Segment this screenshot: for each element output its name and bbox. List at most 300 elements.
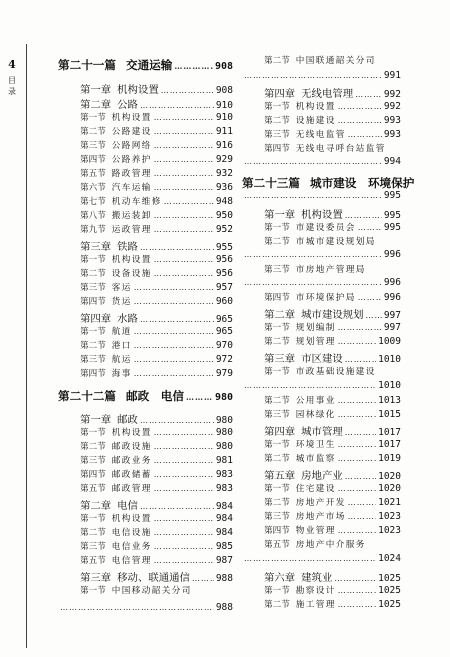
dot-leader <box>358 293 382 302</box>
dot-leader <box>60 603 214 612</box>
dot-leader <box>154 484 214 493</box>
entry-title: 房地产开发 <box>295 498 346 508</box>
entry-number: 第三节 <box>80 542 106 552</box>
section-entry <box>264 482 401 494</box>
entry-title: 水路 <box>117 313 138 325</box>
dot-leader <box>154 514 214 523</box>
entry-title: 园林绿化 <box>295 410 336 420</box>
entry-number: 第四节 <box>264 293 290 303</box>
dot-leader <box>140 101 214 110</box>
entry-page: 952 <box>215 224 233 235</box>
entry-title: 市区建设 <box>301 353 343 365</box>
dot-leader <box>244 381 376 390</box>
chapter-entry <box>264 306 401 321</box>
entry-number: 第一章 <box>264 209 296 221</box>
continued-entry <box>242 156 401 167</box>
section-entry <box>80 325 233 337</box>
dot-leader <box>186 392 213 402</box>
section-entry <box>80 267 233 279</box>
dot-leader <box>338 323 382 332</box>
entry-page: 997 <box>383 310 401 321</box>
entry-page: 996 <box>383 292 401 303</box>
continued-entry <box>242 380 401 391</box>
entry-title: 中国联通韶关分司 <box>295 56 376 66</box>
continued-entry <box>242 70 401 81</box>
entry-page: 957 <box>215 282 233 293</box>
dot-leader <box>154 442 214 451</box>
entry-page: 985 <box>215 541 233 552</box>
entry-page: 950 <box>215 210 233 221</box>
dot-leader <box>154 556 214 565</box>
entry-page: 984 <box>215 513 233 524</box>
dot-leader <box>154 113 214 122</box>
entry-title: 市政基础设施建设 <box>295 367 376 377</box>
section-label: 目录 <box>8 76 16 96</box>
entry-number: 第五节 <box>264 540 290 550</box>
entry-number: 第一节 <box>80 428 106 438</box>
entry-number: 第四章 <box>80 313 112 325</box>
entry-title: 环境卫生 <box>295 440 336 450</box>
entry-number: 第四章 <box>264 426 296 438</box>
dot-leader <box>154 542 214 551</box>
entry-number: 第二十二篇 <box>58 389 116 403</box>
entry-number: 第七节 <box>80 197 106 207</box>
entry-number: 第一节 <box>264 223 290 233</box>
section-entry <box>264 510 401 522</box>
entry-number: 第八节 <box>80 211 106 221</box>
entry-number: 第一节 <box>264 586 290 596</box>
section-entry <box>80 554 233 566</box>
entry-page: 965 <box>215 314 233 325</box>
section-entry <box>80 209 233 221</box>
entry-title: 设备设施 <box>111 269 152 279</box>
section-entry <box>80 482 233 494</box>
entry-number: 第六节 <box>80 183 106 193</box>
entry-title: 运政管理 <box>111 225 152 235</box>
entry-number: 第四章 <box>264 88 296 100</box>
entry-title: 机构设置 <box>117 84 159 96</box>
entry-page: 908 <box>214 61 233 72</box>
dot-leader <box>134 369 214 378</box>
entry-title: 房地产中介服务 <box>295 540 366 550</box>
entry-title: 施工管理 <box>295 600 336 610</box>
dot-leader <box>345 428 376 437</box>
dot-leader <box>334 574 376 583</box>
continued-entry <box>242 190 401 201</box>
part-entry <box>58 388 233 404</box>
entry-page: 981 <box>215 455 233 466</box>
section-entry <box>264 128 401 140</box>
section-entry <box>264 408 401 420</box>
entry-title: 公路网络 <box>111 141 152 151</box>
dot-leader <box>154 169 214 178</box>
section-entry <box>264 335 401 347</box>
dot-leader <box>154 470 214 479</box>
entry-number: 第一节 <box>80 327 106 337</box>
entry-title: 机构设置 <box>111 255 152 265</box>
section-entry <box>80 584 233 596</box>
chapter-entry <box>80 81 233 96</box>
entry-number: 第二节 <box>264 396 290 406</box>
chapter-entry <box>80 310 233 325</box>
dot-leader <box>174 61 213 71</box>
continued-entry <box>242 553 401 564</box>
dot-leader <box>366 311 382 320</box>
entry-page: 955 <box>215 242 233 253</box>
entry-page: 1021 <box>378 497 401 508</box>
section-entry <box>264 524 401 536</box>
entry-title: 无线电寻呼台站监管 <box>295 144 386 154</box>
entry-title: 机构设置 <box>111 514 152 524</box>
entry-page: 916 <box>215 140 233 151</box>
entry-page: 970 <box>215 340 233 351</box>
dot-leader <box>154 155 214 164</box>
continued-entry <box>242 277 401 288</box>
entry-title: 无线电管理 <box>301 88 354 100</box>
entry-number: 第二节 <box>264 337 290 347</box>
entry-number: 第九节 <box>80 225 106 235</box>
entry-number: 第六章 <box>264 572 296 584</box>
chapter-entry <box>264 206 401 221</box>
entry-page: 929 <box>215 154 233 165</box>
entry-page: 987 <box>215 555 233 566</box>
dot-leader <box>154 141 214 150</box>
dot-leader <box>345 355 376 364</box>
section-entry <box>264 452 401 464</box>
dot-leader <box>338 396 376 405</box>
entry-page: 995 <box>383 222 401 233</box>
section-entry <box>264 584 401 596</box>
entry-title: 市建设委员会 <box>295 223 356 233</box>
section-entry <box>80 540 233 552</box>
dot-leader <box>154 127 214 136</box>
entry-page: 1020 <box>378 471 401 482</box>
entry-number: 第二十三篇 <box>242 176 300 190</box>
chapter-entry <box>80 238 233 253</box>
side-tab <box>6 58 18 97</box>
entry-page: 983 <box>215 483 233 494</box>
entry-title: 电信管理 <box>111 556 152 566</box>
entry-number: 第二节 <box>264 600 290 610</box>
entry-number: 第三章 <box>80 572 112 584</box>
dot-leader <box>338 440 376 449</box>
entry-title: 航运 <box>111 355 132 365</box>
chapter-entry <box>80 411 233 426</box>
entry-number: 第三节 <box>264 512 290 522</box>
section-entry <box>264 321 401 333</box>
entry-page: 991 <box>383 70 401 81</box>
entry-page: 1017 <box>378 427 401 438</box>
section-entry <box>264 365 401 377</box>
entry-title: 海事 <box>111 369 132 379</box>
entry-number: 第一节 <box>264 367 290 377</box>
entry-title: 物业管理 <box>295 526 336 536</box>
section-entry <box>80 367 233 379</box>
entry-title: 电信 <box>117 500 138 512</box>
page-number: 4 <box>8 58 16 71</box>
chapter-entry <box>264 85 401 100</box>
dot-leader <box>338 484 376 493</box>
entry-title: 机动车维修 <box>111 197 162 207</box>
entry-page: 994 <box>383 156 401 167</box>
section-entry <box>80 125 233 137</box>
dot-leader <box>244 191 382 200</box>
section-entry <box>264 221 401 233</box>
dot-leader <box>338 116 382 125</box>
entry-number: 第三节 <box>80 456 106 466</box>
entry-page: 1019 <box>378 453 401 464</box>
entry-title: 机构设置 <box>295 102 336 112</box>
entry-page: 972 <box>215 354 233 365</box>
section-entry <box>80 526 233 538</box>
entry-number: 第二章 <box>264 309 296 321</box>
entry-title: 公路建设 <box>111 127 152 137</box>
dot-leader <box>154 528 214 537</box>
chapter-entry <box>264 569 401 584</box>
entry-title: 住宅建设 <box>295 484 336 494</box>
section-entry <box>80 111 233 123</box>
part-entry <box>58 57 233 73</box>
dot-leader <box>338 337 376 346</box>
dot-leader <box>358 223 382 232</box>
entry-number: 第一节 <box>264 323 290 333</box>
entry-page: 984 <box>215 501 233 512</box>
entry-title: 机构设置 <box>111 428 152 438</box>
entry-title: 公路 <box>117 99 138 111</box>
entry-page: 984 <box>215 527 233 538</box>
entry-page: 1023 <box>378 525 401 536</box>
entry-number: 第二节 <box>264 498 290 508</box>
entry-page: 956 <box>215 268 233 279</box>
section-entry <box>80 195 233 207</box>
chapter-entry <box>80 569 233 584</box>
entry-page: 997 <box>383 322 401 333</box>
entry-page: 996 <box>383 277 401 288</box>
dot-leader <box>134 297 214 306</box>
entry-title: 电信设施 <box>111 528 152 538</box>
entry-number: 第一节 <box>80 255 106 265</box>
entry-number: 第四节 <box>264 144 290 154</box>
entry-title: 货运 <box>111 297 132 307</box>
dot-leader <box>348 512 376 521</box>
entry-title: 建筑业 <box>301 572 333 584</box>
dot-leader <box>338 410 376 419</box>
entry-page: 980 <box>215 441 233 452</box>
entry-title: 机构设置 <box>301 209 343 221</box>
section-entry <box>264 496 401 508</box>
entry-title: 航道 <box>111 327 132 337</box>
dot-leader <box>140 416 214 425</box>
entry-title: 邮政 <box>117 414 138 426</box>
chapter-entry <box>264 350 401 365</box>
dot-leader <box>154 269 214 278</box>
dot-leader <box>140 502 214 511</box>
entry-number: 第五章 <box>264 470 296 482</box>
entry-number: 第三节 <box>80 355 106 365</box>
entry-number: 第五节 <box>80 169 106 179</box>
dot-leader <box>154 183 214 192</box>
entry-page: 980 <box>214 392 233 403</box>
entry-title: 港口 <box>111 341 132 351</box>
margin-rule <box>26 44 27 648</box>
section-entry <box>80 440 233 452</box>
entry-number: 第二十一篇 <box>58 58 116 72</box>
entry-number: 第三节 <box>80 141 106 151</box>
section-entry <box>80 139 233 151</box>
entry-number: 第四节 <box>80 369 106 379</box>
section-entry <box>80 512 233 524</box>
entry-number: 第二节 <box>80 127 106 137</box>
entry-number: 第二节 <box>264 116 290 126</box>
entry-number: 第一章 <box>80 84 112 96</box>
entry-number: 第四节 <box>264 526 290 536</box>
dot-leader <box>134 341 214 350</box>
dot-leader <box>244 554 376 563</box>
section-entry <box>80 468 233 480</box>
section-entry <box>80 167 233 179</box>
entry-page: 992 <box>383 101 401 112</box>
section-entry <box>80 339 233 351</box>
entry-number: 第四节 <box>80 297 106 307</box>
section-entry <box>264 100 401 112</box>
section-entry <box>80 223 233 235</box>
chapter-entry <box>80 497 233 512</box>
entry-page: 910 <box>215 100 233 111</box>
dot-leader <box>345 472 376 481</box>
dot-leader <box>134 327 214 336</box>
entry-page: 911 <box>215 126 233 137</box>
entry-title: 搬运装卸 <box>111 211 152 221</box>
entry-page: 1017 <box>378 439 401 450</box>
entry-number: 第一节 <box>80 586 106 596</box>
section-entry <box>264 394 401 406</box>
entry-number: 第二节 <box>80 269 106 279</box>
entry-page: 980 <box>215 415 233 426</box>
dot-leader <box>348 130 382 139</box>
entry-page: 1023 <box>378 511 401 522</box>
dot-leader <box>348 498 376 507</box>
entry-title: 设施建设 <box>295 116 336 126</box>
entry-page: 1013 <box>378 395 401 406</box>
entry-page: 1025 <box>378 573 401 584</box>
entry-number: 第三节 <box>264 265 290 275</box>
entry-page: 988 <box>215 573 233 584</box>
entry-title: 交通运输 <box>125 58 173 72</box>
entry-number: 第三节 <box>264 130 290 140</box>
section-entry <box>264 598 401 610</box>
part-entry <box>242 175 415 191</box>
dot-leader <box>192 574 214 583</box>
dot-leader <box>134 283 214 292</box>
entry-page: 988 <box>215 602 233 613</box>
entry-number: 第二节 <box>80 528 106 538</box>
entry-page: 992 <box>383 89 401 100</box>
entry-page: 983 <box>215 469 233 480</box>
entry-page: 1025 <box>378 599 401 610</box>
dot-leader <box>355 90 382 99</box>
continued-entry <box>242 249 401 260</box>
dot-leader <box>140 243 214 252</box>
entry-page: 979 <box>215 368 233 379</box>
chapter-entry <box>264 423 401 438</box>
dot-leader <box>154 428 214 437</box>
entry-title: 铁路 <box>117 241 138 253</box>
dot-leader <box>154 456 214 465</box>
continued-entry <box>58 602 233 613</box>
entry-number: 第一节 <box>264 440 290 450</box>
entry-title: 客运 <box>111 283 132 293</box>
entry-page: 1024 <box>378 553 401 564</box>
dot-leader <box>338 600 376 609</box>
entry-page: 1009 <box>378 336 401 347</box>
section-entry <box>264 438 401 450</box>
entry-page: 1010 <box>378 354 401 365</box>
entry-title: 城市建设规划 <box>301 309 364 321</box>
entry-title: 邮政储蓄 <box>111 470 152 480</box>
entry-title: 市城市建设规划局 <box>295 237 376 247</box>
dot-leader <box>154 255 214 264</box>
section-entry <box>264 142 401 154</box>
entry-number: 第二章 <box>80 500 112 512</box>
entry-title: 城市建设 环境保护 <box>309 176 415 190</box>
chapter-entry <box>264 467 401 482</box>
dot-leader <box>244 157 382 166</box>
entry-number: 第一节 <box>80 113 106 123</box>
entry-page: 910 <box>215 112 233 123</box>
entry-page: 932 <box>215 168 233 179</box>
entry-title: 邮政管理 <box>111 484 152 494</box>
entry-title: 路政管理 <box>111 169 152 179</box>
entry-number: 第二章 <box>80 99 112 111</box>
entry-title: 汽车运输 <box>111 183 152 193</box>
entry-number: 第二节 <box>264 56 290 66</box>
entry-title: 移动、联通通信 <box>117 572 190 584</box>
dot-leader <box>134 355 214 364</box>
section-entry <box>264 263 401 275</box>
entry-title: 邮政设施 <box>111 442 152 452</box>
entry-number: 第二节 <box>264 454 290 464</box>
entry-number: 第五节 <box>80 484 106 494</box>
section-entry <box>264 291 401 303</box>
section-entry <box>80 181 233 193</box>
entry-page: 980 <box>215 427 233 438</box>
entry-title: 机构设置 <box>111 113 152 123</box>
dot-leader <box>161 86 214 95</box>
entry-page: 993 <box>383 129 401 140</box>
dot-leader <box>244 278 382 287</box>
entry-number: 第一节 <box>264 484 290 494</box>
dot-leader <box>338 526 376 535</box>
section-entry <box>80 295 233 307</box>
entry-page: 1025 <box>378 585 401 596</box>
entry-title: 房地产市场 <box>295 512 346 522</box>
section-entry <box>80 253 233 265</box>
entry-number: 第二节 <box>264 237 290 247</box>
dot-leader <box>244 250 382 259</box>
entry-title: 城市管理 <box>301 426 343 438</box>
entry-title: 规划管理 <box>295 337 336 347</box>
dot-leader <box>154 211 214 220</box>
entry-number: 第四节 <box>80 155 106 165</box>
dot-leader <box>140 315 214 324</box>
entry-title: 邮政 电信 <box>125 389 184 403</box>
dot-leader <box>338 586 376 595</box>
entry-number: 第一节 <box>264 102 290 112</box>
entry-number: 第二节 <box>80 442 106 452</box>
entry-title: 公用事业 <box>295 396 336 406</box>
entry-number: 第三章 <box>80 241 112 253</box>
entry-number: 第三节 <box>80 283 106 293</box>
